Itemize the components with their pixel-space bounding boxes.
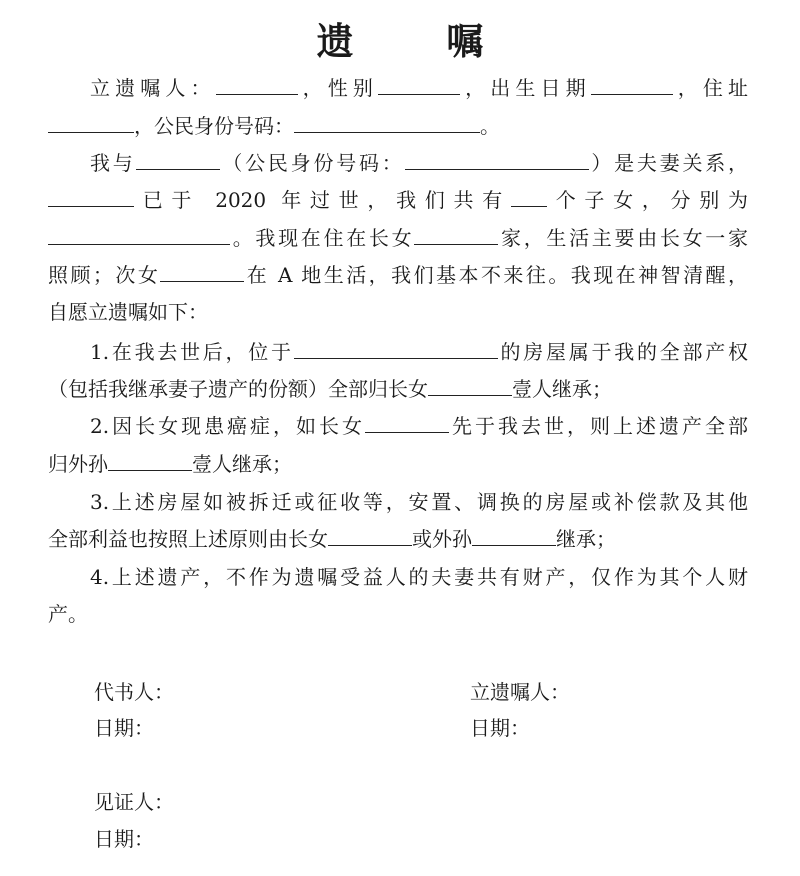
clause-1-line-2: （包括我继承妻子遗产的份额）全部归长女 壹人继承； bbox=[48, 377, 612, 401]
children-names-blank bbox=[48, 226, 230, 245]
testator-name-blank bbox=[216, 76, 298, 95]
heir-eldest-daughter-blank bbox=[428, 377, 512, 396]
grandson-name-blank bbox=[108, 452, 192, 471]
address-line: ，公民身份号码： 。 bbox=[48, 114, 748, 138]
second-daughter-blank bbox=[160, 263, 244, 282]
id-number-blank bbox=[294, 114, 480, 133]
scribe-date-label: 日期： bbox=[94, 716, 154, 740]
clause-3-line-2: 全部利益也按照上述原则由长女 或外孙 继承； bbox=[48, 527, 616, 551]
witness-label: 见证人： bbox=[94, 790, 174, 814]
clause3-grandson-blank bbox=[472, 527, 556, 546]
clause-4-line-2: 产。 bbox=[48, 602, 88, 626]
clause3-daughter-blank bbox=[328, 527, 412, 546]
witness-date-label: 日期： bbox=[94, 827, 154, 851]
children-line: 已于 2020 年过世，我们共有 个子女，分别为 bbox=[48, 188, 748, 212]
gender-blank bbox=[378, 76, 460, 95]
clause-1-line-1: 1.在我去世后，位于 的房屋属于我的全部产权 bbox=[90, 340, 748, 364]
address-blank bbox=[48, 114, 134, 133]
scribe-label: 代书人： bbox=[94, 680, 174, 704]
testator-line: 立遗嘱人： ，性别 ，出生日期 ，住址 bbox=[90, 76, 749, 100]
testator-signature-label: 立遗嘱人： bbox=[470, 680, 570, 704]
care-line: 照顾；次女 在 A 地生活，我们基本不来往。我现在神智清醒， bbox=[48, 263, 748, 287]
intent-line: 自愿立遗嘱如下： bbox=[48, 300, 208, 324]
clause-2-line-2: 归外孙 壹人继承； bbox=[48, 452, 292, 476]
eldest-daughter-name-blank bbox=[365, 414, 449, 433]
eldest-daughter-blank bbox=[414, 226, 498, 245]
document-title: 遗 嘱 bbox=[316, 20, 524, 63]
residence-line: 。我现在住在长女 家，生活主要由长女一家 bbox=[48, 226, 748, 250]
clause-2-line-1: 2.因长女现患癌症，如长女 先于我去世，则上述遗产全部 bbox=[90, 414, 748, 438]
clause-3-line-1: 3.上述房屋如被拆迁或征收等，安置、调换的房屋或补偿款及其他 bbox=[90, 490, 748, 514]
spouse-line: 我与 （公民身份号码： ）是夫妻关系， bbox=[90, 151, 749, 175]
testator-date-label: 日期： bbox=[470, 716, 530, 740]
spouse-death-blank bbox=[48, 188, 134, 207]
clause-4-line-1: 4.上述遗产，不作为遗嘱受益人的夫妻共有财产，仅作为其个人财 bbox=[90, 565, 748, 589]
spouse-id-blank bbox=[405, 151, 589, 170]
children-count-blank bbox=[511, 188, 547, 207]
spouse-name-blank bbox=[136, 151, 220, 170]
property-location-blank bbox=[294, 340, 498, 359]
birthdate-blank bbox=[591, 76, 673, 95]
